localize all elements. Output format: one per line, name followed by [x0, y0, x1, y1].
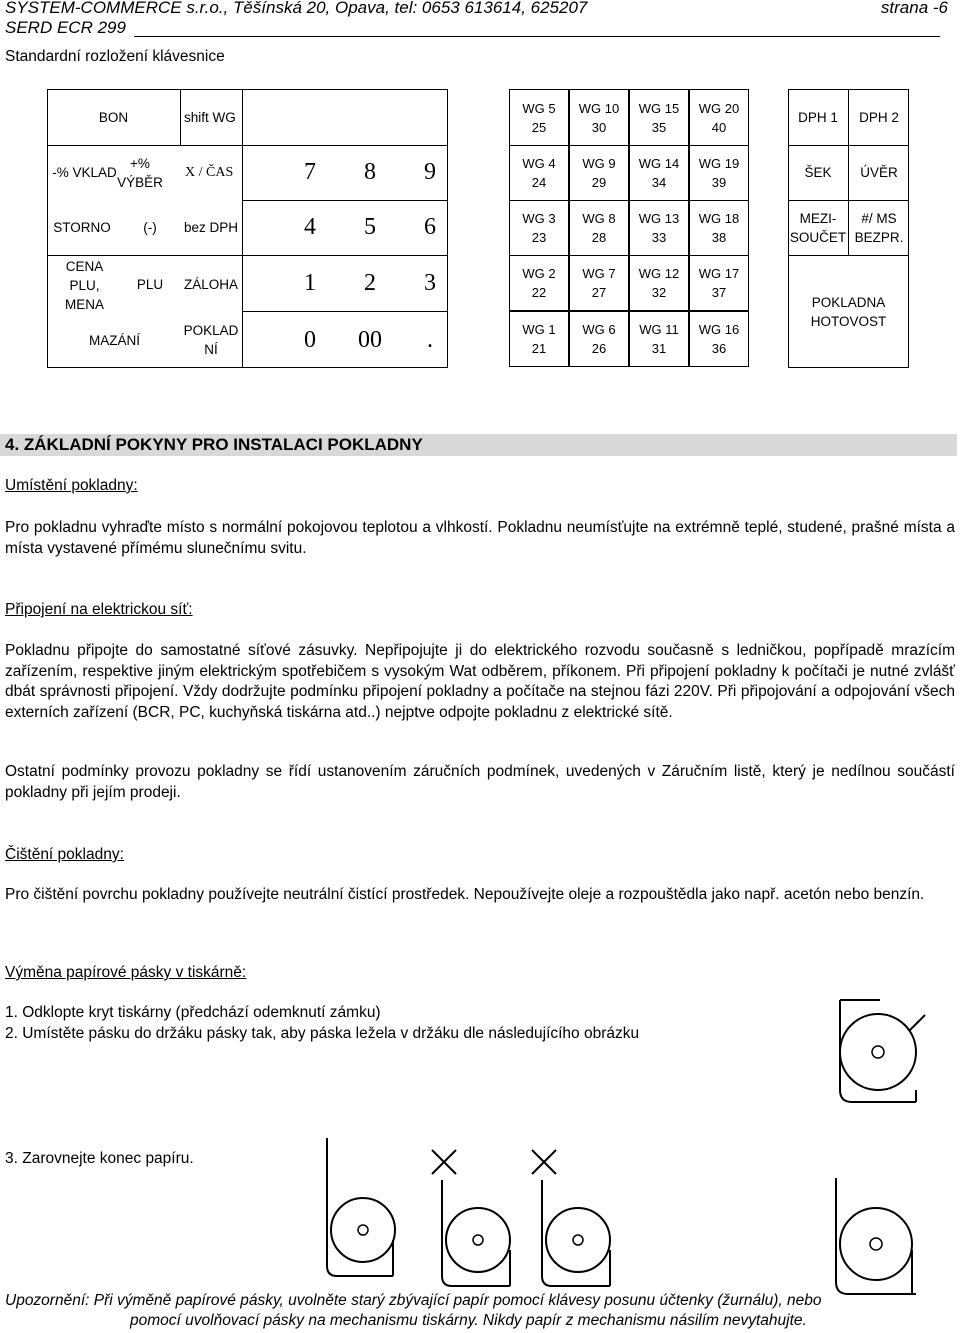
wg-key — [509, 255, 569, 311]
key-0: 0 — [304, 326, 316, 353]
wg-key-label: WG 12 — [638, 266, 680, 281]
key-pokladna: POKLADNA — [811, 295, 886, 310]
wg-key-number: 31 — [651, 341, 667, 356]
paper-end-correct-figure — [305, 1130, 415, 1280]
wg-key-label: WG 2 — [522, 266, 556, 281]
wg-key — [509, 89, 569, 146]
wg-key-number: 24 — [531, 175, 547, 190]
header-rule — [134, 36, 940, 37]
key-dph2: DPH 2 — [859, 109, 899, 125]
wg-key-label: WG 3 — [522, 211, 556, 226]
wg-key-number: 30 — [591, 119, 607, 135]
wg-key-number: 26 — [591, 341, 607, 356]
wg-key — [569, 255, 629, 311]
key-mena: MENA — [64, 296, 104, 312]
key-3: 3 — [424, 270, 436, 296]
key-2: 2 — [364, 270, 376, 296]
wg-key-number: 37 — [711, 285, 727, 300]
wg-key — [569, 145, 629, 201]
key-vyber — [115, 150, 165, 195]
wg-key-number: 38 — [711, 230, 727, 245]
wg-key-label: WG 15 — [638, 100, 680, 116]
wg-key — [689, 89, 749, 146]
wg-key-label: WG 9 — [582, 156, 616, 171]
wg-key-label: WG 5 — [522, 100, 556, 116]
wg-key-number: 32 — [651, 285, 667, 300]
key-hotovost: HOTOVOST — [810, 314, 887, 329]
key-sek: ŠEK — [804, 165, 832, 180]
key-mazani: MAZÁNÍ — [88, 332, 140, 348]
key-uver: ÚVĚR — [860, 165, 898, 180]
wg-key — [689, 255, 749, 311]
placement-text: Pro pokladnu vyhraďte místo s normální pokojovou teplotou a vlhkostí. Pokladnu neumísťujte na extrémně teplé, studené, prašné místa a místa vystavené přímému slunečnímu svitu. — [5, 519, 955, 557]
key-ms: #/ MS — [861, 210, 897, 226]
key-zaloha: ZÁLOHA — [184, 276, 239, 292]
key-vyber-bottom: VÝBĚR — [117, 174, 163, 190]
warning-line-1: Upozornění: Při výměně papírové pásky, uvolněte starý zbývající papír pomocí klávesy posunu účtenky (žurnálu), nebo — [5, 1292, 822, 1309]
paper-step-1: 1. Odklopte kryt tiskárny (předchází odemknutí zámku) — [5, 1004, 381, 1021]
wg-key — [629, 311, 689, 367]
key-shift-wg: shift WG — [184, 109, 236, 125]
company-header: SYSTEM-COMMERCE s.r.o., Těšínská 20, Opava, tel: 0653 613614, 625207 — [5, 0, 588, 17]
wg-key-label: WG 11 — [639, 322, 679, 337]
warning-line-2: pomocí uvolňovací pásky na mechanismu tiskárny. Nikdy papír z mechanismu násilím nevytahujte. — [130, 1312, 807, 1329]
wg-key-number: 23 — [531, 230, 547, 245]
power-text: Pokladnu připojte do samostatné síťové zásuvky. Nepřipojujte ji do elektrického rozvodu současně s ledničkou, popřípadě mrazícím zařízením, respektive jiným elektrickým spotřebičem s vysokým Wat odběrem, příkonem. Při připojení pokladny k počítači je nutné zvlášť dbát správnosti připojení. Vždy dodržujte podmínku připojení pokladny a počítače na stejnou fázi 220V. Při připojování a odpojování všech externích zařízení (BCR, PC, kuchyňská tiskárna atd..) nejptve odpojte pokladnu z elektrické sítě. — [5, 642, 955, 721]
section-header-bar — [0, 434, 957, 456]
key-cena-plu-mena — [47, 256, 122, 314]
wg-key-number: 29 — [591, 175, 607, 190]
wg-key-number: 25 — [531, 119, 547, 135]
key-plu: PLU — [136, 276, 164, 292]
key-1: 1 — [304, 270, 316, 296]
key-00: 00 — [358, 326, 382, 353]
wg-key-label: WG 20 — [698, 100, 740, 116]
wg-key — [629, 200, 689, 256]
wg-key-number: 22 — [531, 285, 547, 300]
key-pokladni-2: NÍ — [204, 342, 218, 357]
key-mezi: MEZI- — [799, 210, 837, 226]
wg-key — [509, 145, 569, 201]
key-vyber-top: +% — [130, 155, 150, 171]
paper-heading: Výměna papírové pásky v tiskárně: — [5, 964, 247, 981]
wg-key-label: WG 19 — [698, 156, 740, 171]
wg-key-label: WG 1 — [522, 322, 556, 337]
wg-key-label: WG 18 — [698, 211, 740, 226]
model-header: SERD ECR 299 — [5, 18, 126, 37]
wg-key-number: 39 — [711, 175, 727, 190]
key-bez-dph: bez DPH — [184, 220, 239, 235]
wg-key — [689, 145, 749, 201]
wg-key-number: 34 — [651, 175, 667, 190]
section-title: 4. ZÁKLADNÍ POKYNY PRO INSTALACI POKLADNY — [5, 435, 423, 454]
wg-key-label: WG 17 — [698, 266, 740, 281]
key-storno: STORNO — [53, 220, 111, 235]
key-7: 7 — [304, 159, 316, 185]
layout-title: Standardní rozložení klávesnice — [5, 48, 225, 65]
wg-key-number: 36 — [711, 341, 727, 356]
key-pokladni-1: POKLAD — [183, 323, 239, 338]
wg-key-label: WG 8 — [582, 211, 616, 226]
wg-key — [629, 89, 689, 146]
wg-key — [569, 200, 629, 256]
key-pokladna-hotovost — [788, 256, 909, 368]
key-minus: (-) — [143, 220, 157, 235]
key-mezisoucet — [788, 200, 848, 255]
key-x-cas: X / ČAS — [185, 165, 234, 180]
key-bon: BON — [98, 109, 129, 125]
wg-key — [509, 200, 569, 256]
key-ms-bezpr — [849, 200, 909, 255]
power-heading: Připojení na elektrickou síť: — [5, 601, 193, 618]
wg-key — [629, 145, 689, 201]
key-6: 6 — [424, 214, 436, 240]
cleaning-heading: Čištění pokladny: — [5, 846, 124, 863]
placement-heading: Umístění pokladny: — [5, 477, 138, 494]
wg-key-label: WG 16 — [698, 322, 740, 337]
wg-key — [569, 311, 629, 367]
wg-key — [689, 200, 749, 256]
key-vklad: -% VKLAD — [52, 165, 117, 180]
wg-key-label: WG 10 — [578, 100, 620, 116]
paper-roll-holder-figure — [820, 990, 930, 1110]
key-plu-comma: PLU, — [69, 277, 100, 293]
key-pokladni — [180, 312, 242, 368]
key-9: 9 — [424, 159, 436, 185]
wg-key — [569, 89, 629, 146]
wg-key-label: WG 6 — [582, 322, 616, 337]
wg-key-number: 28 — [591, 230, 607, 245]
key-dph1: DPH 1 — [798, 109, 838, 125]
wg-key-label: WG 4 — [522, 156, 556, 171]
wg-key-label: WG 7 — [582, 266, 616, 281]
wg-key-number: 33 — [651, 230, 667, 245]
wg-key — [689, 311, 749, 367]
key-4: 4 — [304, 214, 316, 240]
paper-end-wrong-figure-1 — [410, 1140, 530, 1290]
key-dot: . — [427, 326, 433, 353]
cleaning-text: Pro čištění povrchu pokladny používejte neutrální čistící prostředek. Nepoužívejte oleje a rozpouštědla jako např. acetón nebo benzín. — [5, 886, 925, 903]
wg-key — [509, 311, 569, 367]
power-text-2: Ostatní podmínky provozu pokladny se řídí ustanovením záručních podmínek, uvedených v Záručním listě, který je nedílnou součástí pokladny při jejím prodeji. — [5, 763, 955, 801]
page-number: strana -6 — [880, 0, 948, 17]
wg-key — [629, 255, 689, 311]
wg-key-number: 40 — [711, 119, 727, 135]
wg-key-number: 27 — [591, 285, 607, 300]
key-soucet: SOUČET — [789, 229, 847, 245]
wg-key-label: WG 13 — [638, 211, 680, 226]
wg-key-label: WG 14 — [638, 156, 680, 171]
grid-line — [242, 89, 243, 368]
wg-key-number: 35 — [651, 119, 667, 135]
paper-step-3: 3. Zarovnejte konec papíru. — [5, 1150, 194, 1167]
wg-key-number: 21 — [531, 341, 547, 356]
paper-end-correct-figure-2 — [820, 1170, 930, 1300]
key-bezpr: BEZPR. — [854, 229, 904, 245]
paper-step-2: 2. Umístěte pásku do držáku pásky tak, aby páska ležela v držáku dle následujícího obrázku — [5, 1025, 640, 1042]
key-cena: CENA — [65, 258, 104, 274]
paper-end-wrong-figure-2 — [520, 1140, 640, 1290]
key-5: 5 — [364, 214, 376, 240]
key-8: 8 — [364, 159, 376, 185]
